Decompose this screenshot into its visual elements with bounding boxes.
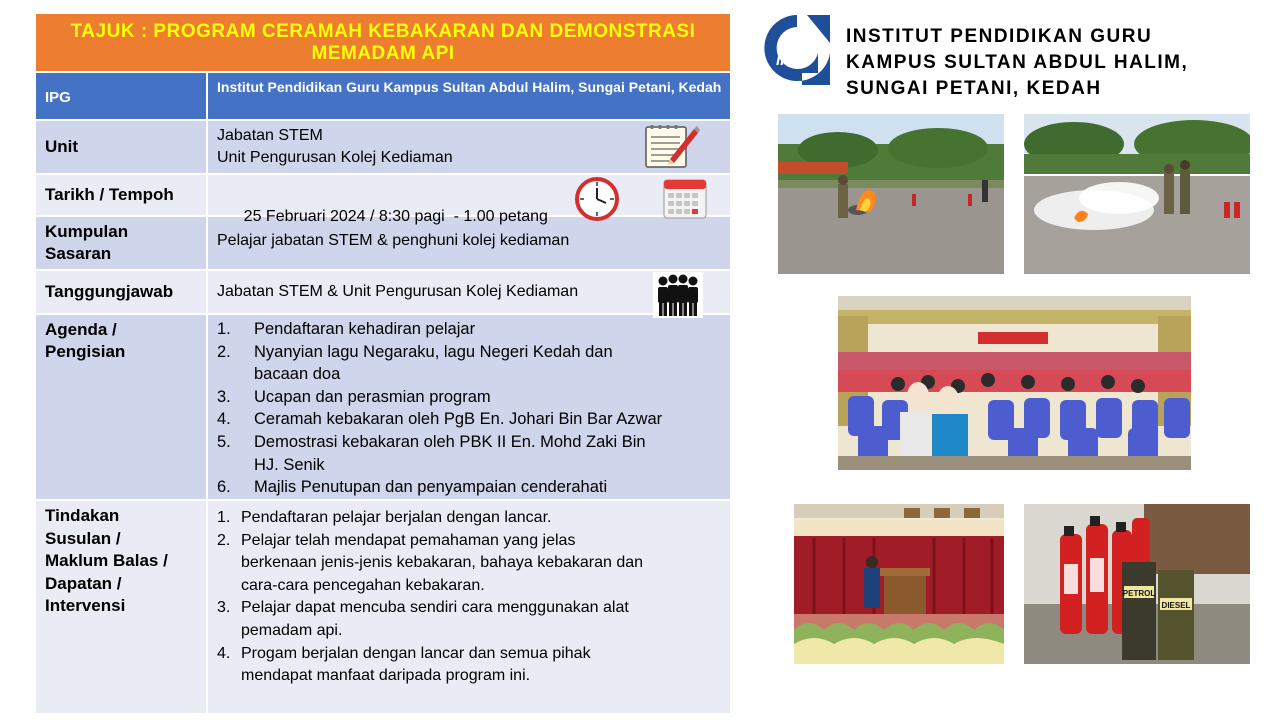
agenda-item-text	[254, 431, 646, 476]
agenda-item	[217, 341, 730, 386]
row-tarikh	[36, 175, 730, 225]
agenda-item-text	[254, 386, 491, 409]
agenda-label	[36, 315, 208, 499]
calendar-icon	[662, 176, 708, 220]
photo-extinguishers-fuel	[1024, 504, 1250, 664]
institution-line-3: SUNGAI PETANI, KEDAH	[846, 78, 1102, 99]
agenda-item-number: 4.	[217, 410, 231, 429]
tanggung-label: Tanggungjawab	[36, 271, 208, 313]
tindakan-item-line: pemadam api.	[241, 621, 343, 639]
agenda-item-number: 1.	[217, 320, 231, 338]
agenda-item-line: Majlis Penutupan dan penyampaian cenderahati	[254, 478, 608, 497]
tindakan-item-number: 4.	[217, 644, 231, 662]
tindakan-item	[217, 530, 730, 598]
agenda-item	[217, 408, 730, 431]
institution-line-2: KAMPUS SULTAN ABDUL HALIM,	[846, 52, 1189, 73]
report-table	[36, 14, 730, 713]
tindakan-label-line-1: Tindakan	[45, 506, 120, 525]
tindakan-label	[36, 501, 208, 713]
petrol-label: PETROL	[1122, 589, 1156, 598]
kumpulan-value: Pelajar jabatan STEM & penghuni kolej kediaman	[217, 232, 570, 249]
tindakan-item-text	[241, 530, 643, 598]
tindakan-item-number: 1.	[217, 509, 231, 526]
tanggung-value	[208, 271, 730, 313]
tindakan-item	[217, 597, 730, 642]
tindakan-item-line: berkenaan jenis-jenis kebakaran, bahaya kebakaran dan	[241, 554, 644, 572]
tindakan-label-line-3: Maklum Balas /	[45, 551, 168, 571]
tindakan-item-number: 2.	[217, 531, 231, 549]
tindakan-item-line: Pendaftaran pelajar berjalan dengan lancar.	[241, 509, 552, 526]
institution-line-1: INSTITUT PENDIDIKAN GURU	[846, 26, 1153, 47]
row-agenda	[36, 315, 730, 501]
agenda-item-line: bacaan doa	[254, 365, 341, 384]
tindakan-item-text	[241, 507, 551, 530]
row-tanggungjawab	[36, 271, 730, 315]
photo-speaker-stage	[794, 504, 1004, 664]
unit-line-2: Unit Pengurusan Kolej Kediaman	[217, 149, 453, 166]
kumpulan-label-line-1: Kumpulan	[45, 222, 129, 241]
tindakan-label-line-2: Susulan /	[45, 528, 121, 548]
report-title	[36, 14, 730, 73]
tindakan-item	[217, 643, 730, 688]
tindakan-item	[217, 507, 730, 530]
agenda-item-text	[254, 476, 607, 499]
diesel-label: DIESEL	[1161, 601, 1191, 610]
unit-line-1: Jabatan STEM	[217, 127, 323, 144]
unit-value	[208, 121, 730, 173]
tindakan-item-text	[241, 597, 629, 642]
agenda-item-text	[254, 341, 613, 386]
tindakan-label-line-5: Intervensi	[45, 596, 126, 616]
photo-hall-audience	[838, 296, 1191, 470]
agenda-label-line-1: Agenda /	[45, 320, 117, 339]
tarikh-value	[208, 175, 730, 225]
tindakan-item-line: Progam berjalan dengan lancar dan semua pihak	[241, 644, 591, 662]
agenda-item-number: 3.	[217, 387, 231, 406]
agenda-item	[217, 431, 730, 476]
agenda-item	[217, 318, 730, 341]
ipg-logo	[762, 13, 832, 93]
tindakan-item-line: mendapat manfaat daripada program ini.	[241, 667, 531, 685]
agenda-item-line: Ceramah kebakaran oleh PgB En. Johari Bin Bar Azwar	[254, 410, 663, 429]
tindakan-item-line: Pelajar telah mendapat pemahaman yang jelas	[241, 531, 576, 549]
kumpulan-label	[36, 217, 208, 269]
agenda-item-line: Nyanyian lagu Negaraku, lagu Negeri Kedah dan	[254, 342, 613, 361]
logo-text: IPG	[776, 52, 802, 69]
agenda-item-number: 5.	[217, 432, 231, 451]
unit-label: Unit	[36, 121, 208, 173]
agenda-item	[217, 476, 730, 499]
agenda-item-line: HJ. Senik	[254, 455, 325, 474]
tindakan-item-line: cara-cara pencegahan kebakaran.	[241, 576, 485, 594]
agenda-list	[208, 315, 730, 499]
ipg-label: IPG	[36, 73, 208, 119]
agenda-item-line: Demostrasi kebakaran oleh PBK II En. Mohd Zaki Bin	[254, 432, 646, 451]
photo-fire-demo-1	[778, 114, 1004, 274]
institution-name	[846, 24, 1266, 102]
tindakan-list	[208, 501, 730, 713]
agenda-item-text	[254, 408, 662, 431]
photo-fire-demo-2	[1024, 114, 1250, 274]
tarikh-label: Tarikh / Tempoh	[36, 175, 208, 215]
tindakan-item-number: 3.	[217, 599, 231, 617]
notepad-pencil-icon	[642, 123, 700, 169]
row-tindakan	[36, 501, 730, 713]
agenda-item-text	[254, 318, 475, 341]
tindakan-item-text	[241, 643, 591, 688]
agenda-item-number: 2.	[217, 342, 231, 361]
kumpulan-label-line-2: Sasaran	[45, 244, 112, 263]
row-unit	[36, 121, 730, 175]
ipg-value: Institut Pendidikan Guru Kampus Sultan Abdul Halim, Sungai Petani, Kedah	[217, 79, 722, 95]
row-ipg	[36, 73, 730, 121]
agenda-item	[217, 386, 730, 409]
report-title-text: TAJUK : PROGRAM CERAMAH KEBAKARAN DAN DEMONSTRASI MEMADAM API	[70, 20, 696, 64]
tanggung-text: Jabatan STEM & Unit Pengurusan Kolej Kediaman	[217, 283, 579, 300]
row-kumpulan	[36, 217, 730, 271]
agenda-item-line: Pendaftaran kehadiran pelajar	[254, 320, 476, 338]
clock-icon	[572, 177, 622, 221]
tindakan-item-line: Pelajar dapat mencuba sendiri cara menggunakan alat	[241, 599, 629, 617]
tarikh-text: 25 Februari 2024 / 8:30 pagi - 1.00 petang	[243, 208, 548, 225]
agenda-item-line: Ucapan dan perasmian program	[254, 387, 491, 406]
people-group-icon	[653, 272, 703, 318]
tindakan-label-line-4: Dapatan /	[45, 573, 122, 593]
agenda-label-line-2: Pengisian	[45, 342, 126, 361]
agenda-item-number: 6.	[217, 478, 231, 497]
